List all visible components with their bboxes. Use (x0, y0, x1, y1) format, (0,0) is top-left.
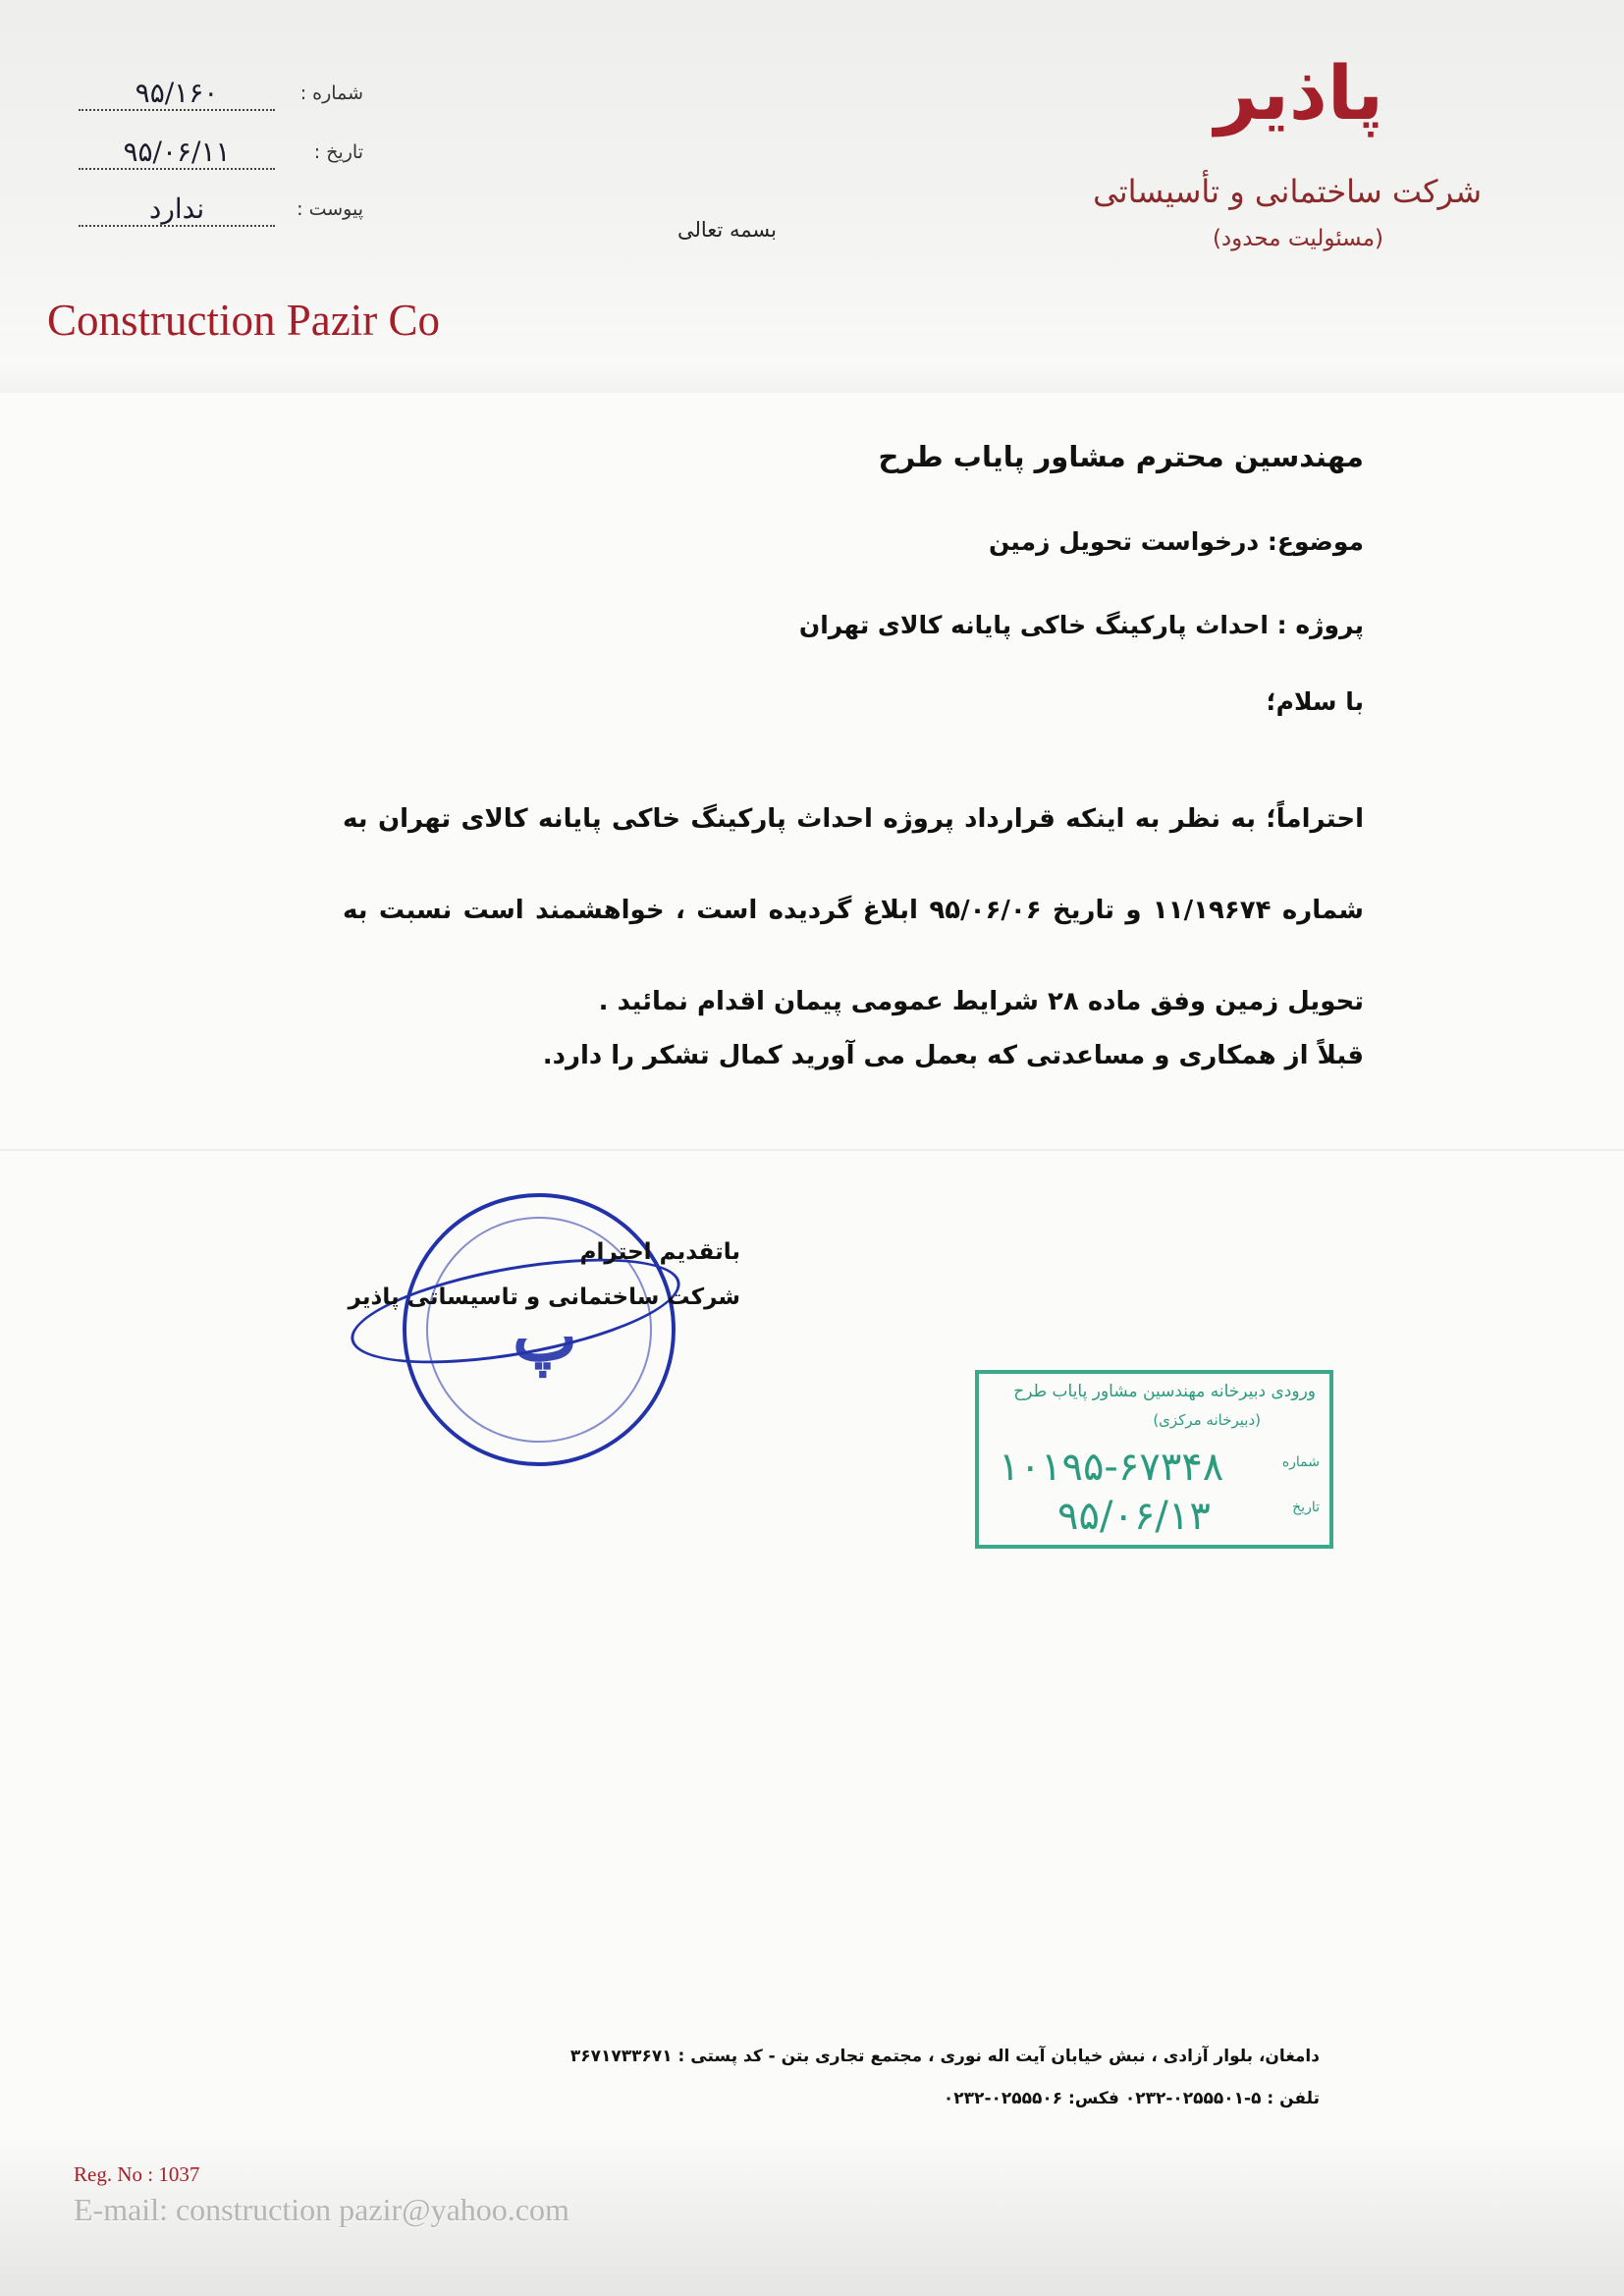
greeting: با سلام؛ (1266, 687, 1364, 716)
footer-address: دامغان، بلوار آزادی ، نبش خیابان آیت اله نوری ، مجتمع تجاری بتن - کد پستی : ۳۶۷۱۷۳۳۶۷۱ (569, 2047, 1320, 2066)
closing-thanks: قبلاً از همکاری و مساعدتی که بعمل می آورید کمال تشکر را دارد. (542, 1041, 1364, 1070)
receipt-date: ۹۵/۰۶/۱۳ (1057, 1494, 1211, 1539)
receipt-stamp-subtitle: (دبیرخانه مرکزی) (1153, 1411, 1261, 1429)
meta-number (79, 77, 363, 116)
meta-date-value: ۹۵/۰۶/۱۱ (79, 136, 275, 170)
brand-subtitle: شرکت ساختمانی و تأسیساتی (1093, 173, 1482, 210)
receipt-date-label: تاریخ (1292, 1500, 1320, 1515)
stamp-logo-glyph: پ (513, 1295, 577, 1377)
paper-fold (0, 1149, 1624, 1151)
project-line: پروژه : احداث پارکینگ خاکی پایانه کالای تهران (798, 611, 1364, 639)
receipt-stamp-title: ورودی دبیرخانه مهندسین مشاور پایاب طرح (1013, 1382, 1316, 1401)
receipt-number-label: شماره (1281, 1454, 1320, 1470)
addressee: مهندسین محترم مشاور پایاب طرح (878, 440, 1364, 473)
footer-phone: تلفن : ۵-۰۲۵۵۵۰۱-۰۲۳۲ فکس: ۰۲۵۵۵۰۶-۰۲۳۲ (943, 2089, 1320, 2108)
subject-line: موضوع: درخواست تحویل زمین (988, 527, 1364, 556)
meta-attachment (79, 192, 363, 232)
meta-date-label: تاریخ : (313, 141, 363, 163)
body-paragraph: احتراماً؛ به نظر به اینکه قرارداد پروژه احداث پارکینگ خاکی پایانه کالای تهران به شماره ۱۱/۱۹۶۷۴ و تاریخ ۹۵/۰۶/۰۶ ابلاغ گردیده است ، خواهشمند است نسبت به تحویل زمین وفق ماده ۲۸ شرایط عمومی پیمان اقدام نمائید . (343, 804, 1364, 1016)
meta-number-label: شماره : (299, 82, 363, 104)
receipt-number: ۱۰۱۹۵-۶۷۳۴۸ (999, 1445, 1224, 1490)
brand-ltd: (مسئولیت محدود) (1212, 226, 1383, 251)
meta-attachment-value: ندارد (79, 192, 275, 227)
meta-number-value: ۹۵/۱۶۰ (79, 77, 275, 111)
bismillah: بسمه تعالی (677, 218, 777, 242)
footer-email: E-mail: construction pazir@yahoo.com (74, 2192, 569, 2227)
footer-reg-number: Reg. No : 1037 (74, 2162, 200, 2186)
brand-name: پاذیر (1215, 49, 1383, 137)
sign-regards: باتقدیم احترام (579, 1239, 740, 1265)
meta-date (79, 136, 363, 175)
sign-company: شرکت ساختمانی و تاسیساتی پاذیر (348, 1285, 740, 1310)
meta-attachment-label: پیوست : (297, 198, 363, 220)
brand-latin: Construction Pazir Co (47, 296, 440, 345)
receipt-stamp (975, 1370, 1333, 1549)
